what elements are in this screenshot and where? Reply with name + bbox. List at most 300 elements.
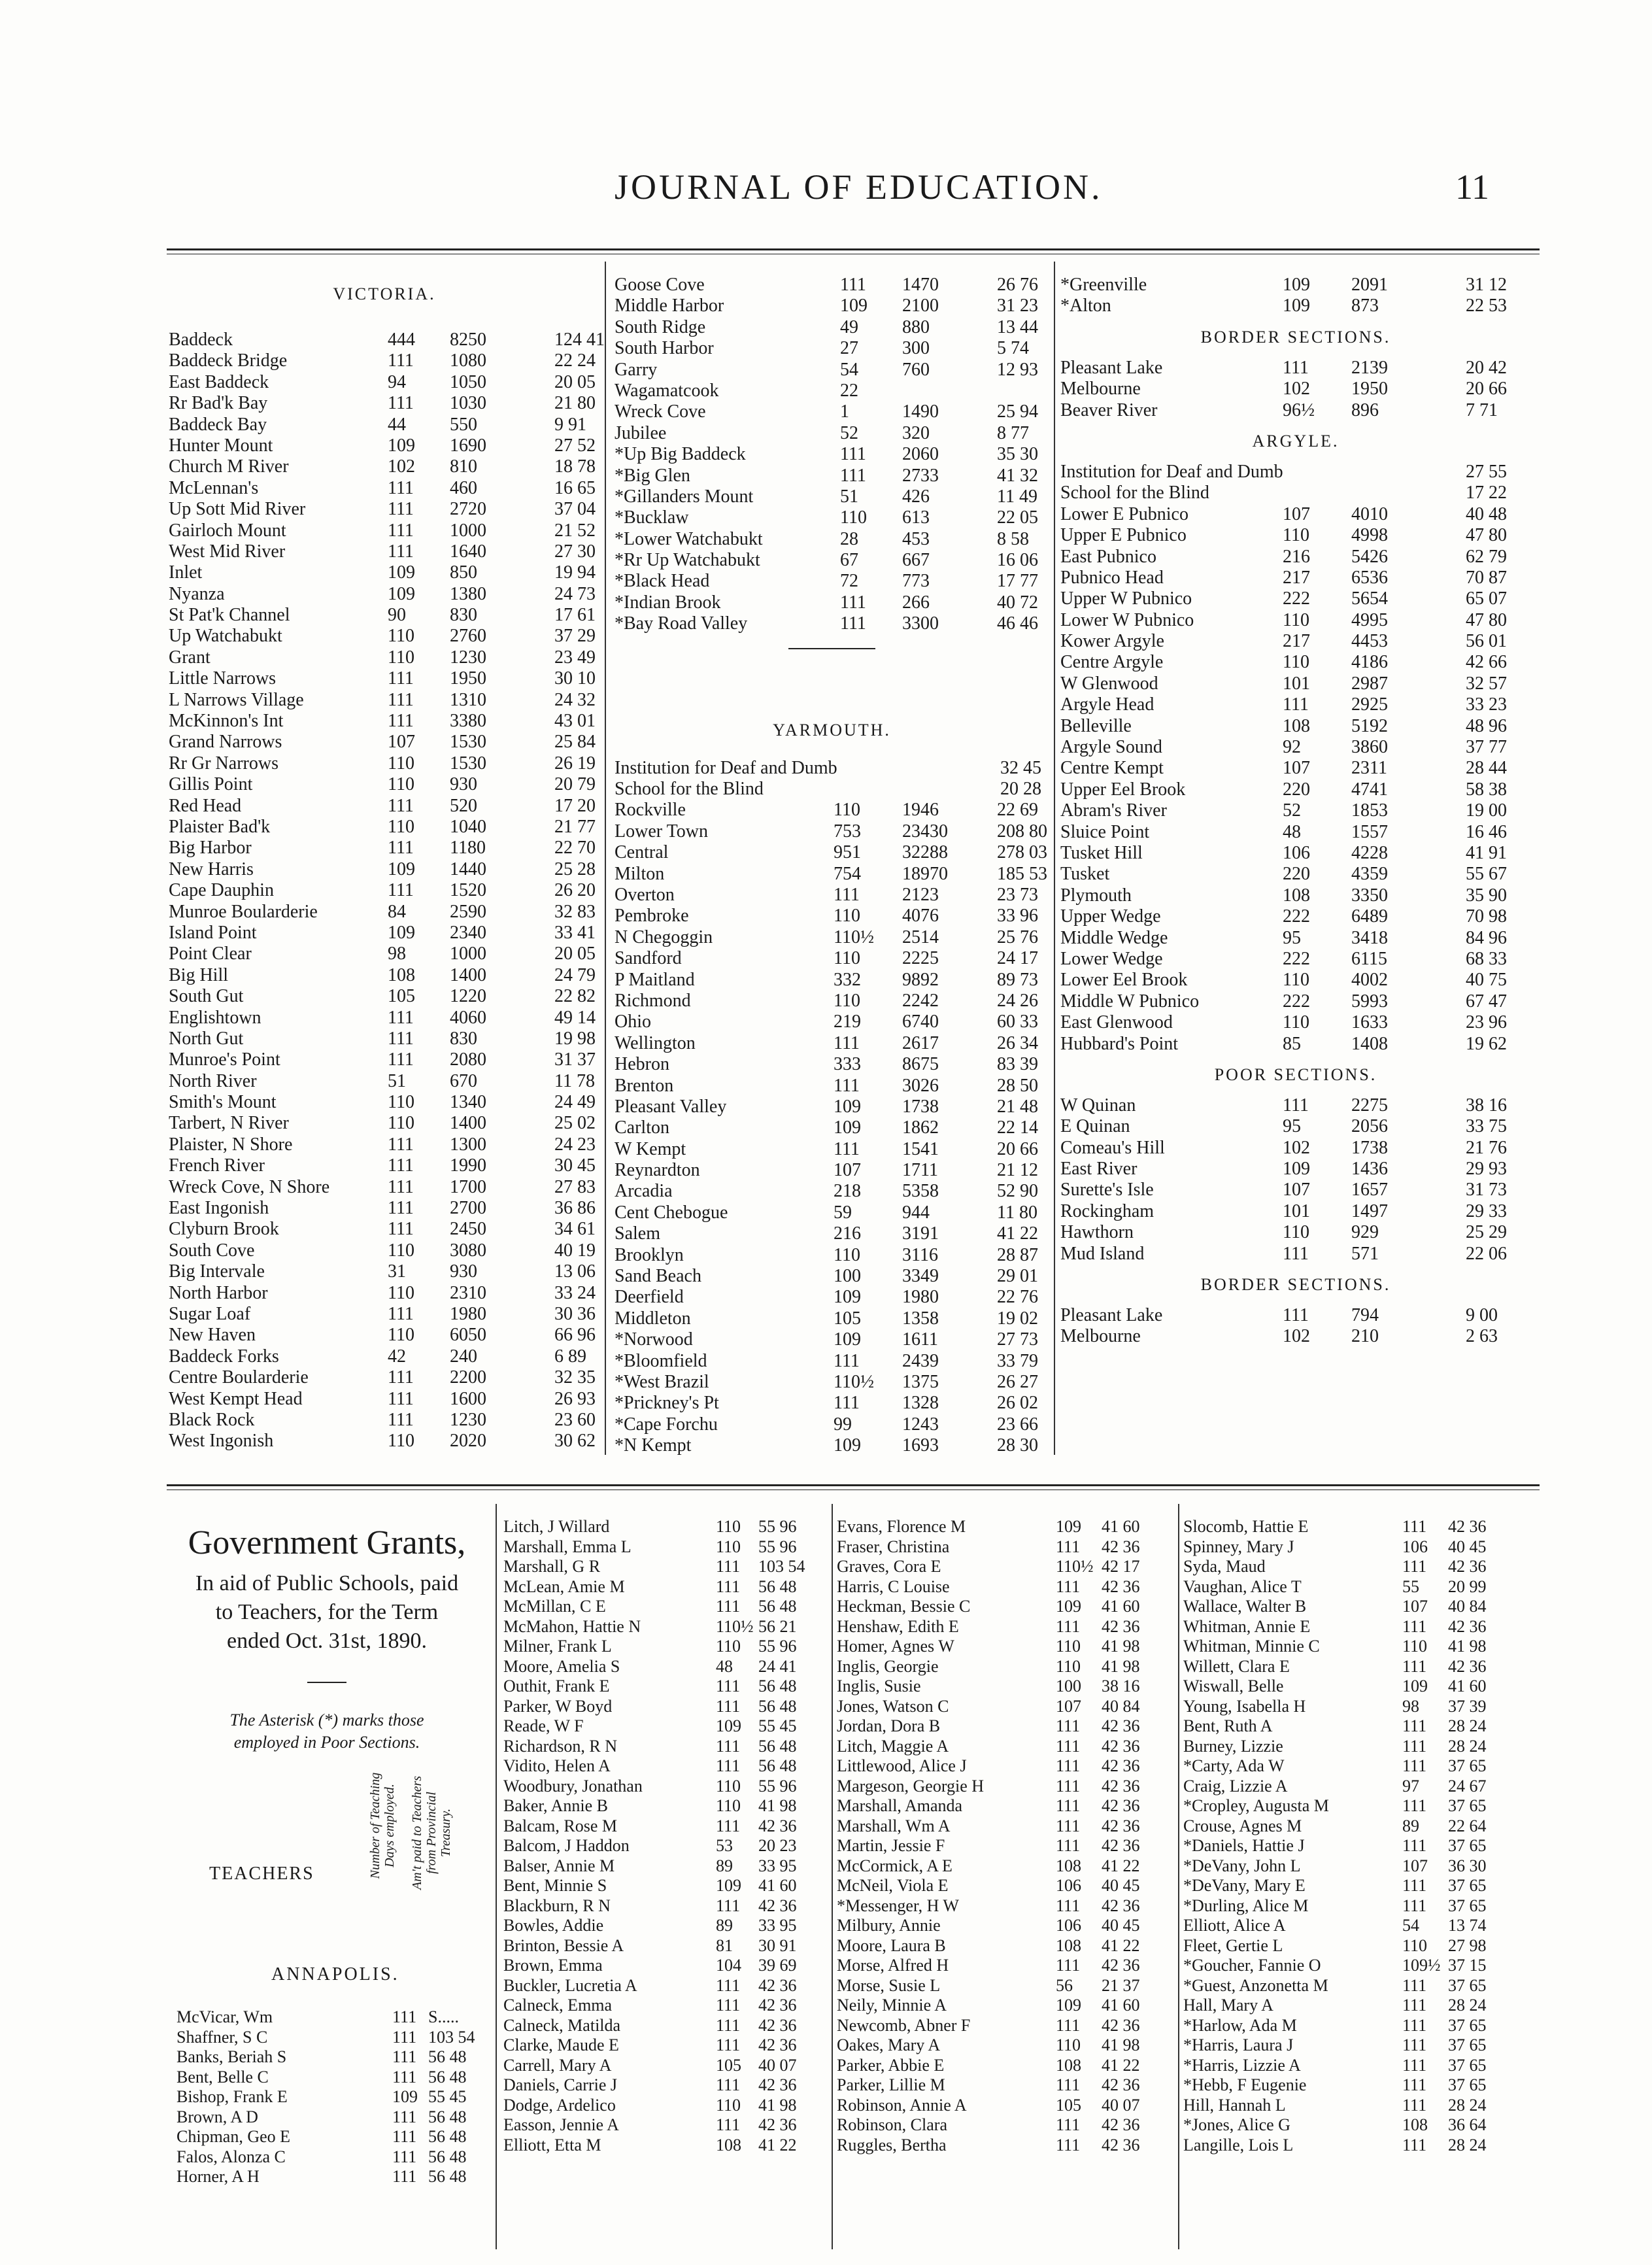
row-section-name: Argyle Head: [1060, 694, 1155, 715]
row-amount: 37 65: [1448, 2075, 1487, 2094]
row-amount: 42 36: [758, 2115, 797, 2134]
row-value: 4998: [1351, 525, 1388, 546]
row-section-name: Melbourne: [1060, 379, 1141, 400]
table-row: [503, 2056, 830, 2076]
row-section-name: Reynardton: [615, 1160, 700, 1181]
row-amount: 33 96: [997, 906, 1038, 927]
row-days: 222: [1283, 991, 1310, 1012]
table-row: [615, 381, 1049, 401]
row-value: 1690: [450, 435, 486, 456]
row-value: 773: [902, 571, 930, 592]
row-section-name: Up Watchabukt: [169, 626, 282, 647]
row-days: 111: [388, 1367, 414, 1388]
row-days: 108: [1283, 885, 1310, 906]
table-row: [615, 1287, 1049, 1308]
row-value: 1980: [450, 1303, 486, 1324]
table-row: [503, 1856, 830, 1877]
table-row: [169, 1304, 600, 1325]
row-value: 4002: [1351, 970, 1388, 991]
row-amount: 31 23: [997, 296, 1038, 316]
row-days: 110: [1056, 2035, 1081, 2054]
row-value: 810: [450, 456, 477, 477]
row-days: 111: [716, 2075, 741, 2094]
table-row: [503, 1796, 830, 1816]
row-teacher-name: Langille, Lois L: [1183, 2135, 1294, 2154]
row-teacher-name: Burney, Lizzie: [1183, 1736, 1283, 1756]
row-amount: 23 96: [1466, 1012, 1507, 1033]
column-divider: [605, 262, 606, 1455]
section-heading-yarmouth: YARMOUTH.: [773, 720, 891, 740]
row-value: 4186: [1351, 652, 1388, 673]
row-section-name: Garry: [615, 359, 658, 380]
row-amount: 36 86: [554, 1198, 596, 1219]
table-row: [503, 1677, 830, 1697]
table-row: [503, 1617, 830, 1637]
row-section-name: East Baddeck: [169, 371, 269, 392]
row-days: 111: [392, 2107, 417, 2126]
row-days: 111: [1056, 1896, 1081, 1915]
table-row: [169, 415, 600, 435]
row-section-name: Institution for Deaf and Dumb: [615, 757, 837, 778]
row-value: 2340: [450, 922, 486, 943]
row-section-name: West Kempt Head: [169, 1388, 303, 1409]
row-amount: 42 36: [758, 1816, 797, 1835]
row-value: 2590: [450, 901, 486, 922]
row-section-name: Englishtown: [169, 1007, 261, 1028]
row-value: 3026: [902, 1075, 939, 1096]
row-days: 111: [388, 1409, 414, 1430]
table-row: [169, 605, 600, 626]
row-section-name: *Gillanders Mount: [615, 486, 754, 507]
row-teacher-name: Newcomb, Abner F: [837, 2015, 971, 2035]
row-days: 110: [388, 1240, 414, 1261]
row-days: 111: [834, 1138, 860, 1159]
row-teacher-name: *DeVany, Mary E: [1183, 1876, 1306, 1895]
row-section-name: South Harbor: [615, 338, 714, 359]
table-row: [1183, 1836, 1536, 1856]
row-section-name: Munroe's Point: [169, 1049, 280, 1070]
row-days: 111: [388, 795, 414, 816]
row-amount: 41 98: [1102, 2035, 1140, 2054]
row-days: 332: [834, 969, 861, 990]
table-row: [837, 1697, 1177, 1717]
table-row: [503, 2075, 830, 2096]
table-row: [169, 1240, 600, 1261]
row-amount: 23 60: [554, 1409, 596, 1430]
row-days: 111: [1402, 1656, 1427, 1676]
row-amount: 30 91: [758, 1935, 797, 1955]
row-section-name: *Greenville: [1060, 275, 1147, 295]
row-value: 2760: [450, 626, 486, 647]
row-amount: 33 95: [758, 1916, 797, 1935]
row-teacher-name: *Cropley, Augusta M: [1183, 1796, 1329, 1815]
table-row: [177, 2047, 490, 2068]
row-value: 1436: [1351, 1159, 1388, 1180]
table-row: [837, 1756, 1177, 1777]
row-amount: 40 75: [1466, 970, 1507, 991]
row-days: 111: [388, 1049, 414, 1070]
row-amount: 22 05: [997, 507, 1038, 528]
table-row: [837, 1677, 1177, 1697]
row-amount: 55 45: [428, 2087, 467, 2106]
table-row: [615, 970, 1049, 991]
row-amount: 20 28: [1000, 779, 1041, 800]
table-row: [169, 902, 600, 923]
row-days: 111: [388, 520, 414, 541]
row-value: 23430: [902, 821, 948, 842]
row-section-name: Argyle Sound: [1060, 737, 1162, 758]
row-amount: 20 66: [1466, 379, 1507, 400]
row-days: 110: [388, 1113, 414, 1134]
row-amount: 56 48: [758, 1576, 797, 1596]
row-amount: 41 60: [1102, 1517, 1140, 1536]
table-row: [615, 1160, 1049, 1181]
row-amount: S.....: [428, 2007, 459, 2026]
table-row: [615, 486, 1049, 507]
row-teacher-name: McCormick, A E: [837, 1856, 952, 1875]
row-amount: 7 71: [1466, 400, 1498, 420]
row-days: 111: [716, 1736, 741, 1756]
row-amount: 42 36: [758, 2015, 797, 2035]
table-row: [177, 2107, 490, 2128]
row-amount: 37 65: [1448, 2035, 1487, 2054]
table-row: [169, 1071, 600, 1092]
row-value: 6740: [902, 1012, 939, 1032]
table-row: [615, 1033, 1049, 1054]
row-amount: 38 16: [1102, 1677, 1140, 1695]
row-days: 110: [716, 1537, 741, 1556]
row-amount: 20 42: [1466, 357, 1507, 378]
row-amount: 24 73: [554, 583, 596, 604]
row-amount: 42 36: [1102, 1716, 1140, 1735]
row-days: 111: [716, 1576, 741, 1596]
row-days: 100: [1056, 1677, 1081, 1695]
row-teacher-name: Harris, C Louise: [837, 1576, 950, 1596]
row-teacher-name: Fraser, Christina: [837, 1537, 950, 1556]
row-amount: 16 06: [997, 550, 1038, 571]
row-days: 110: [1283, 609, 1309, 630]
row-value: 2060: [902, 444, 939, 465]
row-teacher-name: Calneck, Emma: [503, 1996, 613, 2015]
row-value: 613: [902, 507, 930, 528]
row-days: 111: [716, 1996, 741, 2015]
poor-section-rows: [1060, 1095, 1531, 1265]
row-section-name: Pleasant Valley: [615, 1096, 727, 1117]
column-divider: [496, 1504, 497, 2249]
row-section-name: Wreck Cove: [615, 401, 706, 422]
row-amount: 20 23: [758, 1836, 797, 1855]
row-amount: 19 62: [1466, 1033, 1507, 1054]
row-days: 109½: [1402, 1956, 1441, 1975]
row-value: 1693: [902, 1435, 939, 1456]
table-row: [1183, 2075, 1536, 2096]
table-row: [837, 1577, 1177, 1597]
row-days: 92: [1283, 737, 1301, 758]
table-row: [1183, 1796, 1536, 1816]
row-section-name: French River: [169, 1155, 265, 1176]
table-row: [615, 550, 1049, 571]
row-section-name: *West Brazil: [615, 1371, 709, 1392]
row-days: 111: [388, 1134, 414, 1155]
row-amount: 48 96: [1466, 715, 1507, 736]
row-teacher-name: Heckman, Bessie C: [837, 1597, 971, 1616]
table-row: [615, 1117, 1049, 1138]
row-amount: 33 24: [554, 1282, 596, 1303]
row-value: 426: [902, 486, 930, 507]
row-amount: 52 90: [997, 1181, 1038, 1202]
table-row: [169, 456, 600, 477]
table-row: [1060, 504, 1531, 525]
row-section-name: Plaister, N Shore: [169, 1134, 293, 1155]
table-row: [1060, 1034, 1531, 1055]
row-amount: 65 07: [1466, 588, 1507, 609]
row-days: 110: [1283, 525, 1309, 546]
row-section-name: Salem: [615, 1223, 660, 1244]
row-amount: 13 06: [554, 1261, 596, 1282]
row-value: 1400: [450, 964, 486, 985]
row-days: 217: [1283, 567, 1310, 588]
table-row: [169, 562, 600, 583]
annapolis-rows-column: [177, 2007, 490, 2187]
row-amount: 41 98: [1102, 1656, 1140, 1676]
row-section-name: Big Hill: [169, 964, 229, 985]
row-days: 53: [716, 1836, 733, 1855]
row-section-name: Little Narrows: [169, 668, 277, 689]
row-days: 111: [392, 2167, 417, 2186]
table-row: [503, 1737, 830, 1757]
row-teacher-name: Baker, Annie B: [503, 1796, 608, 1815]
row-days: 111: [840, 275, 866, 295]
row-teacher-name: Litch, Maggie A: [837, 1736, 949, 1756]
row-value: 550: [450, 414, 477, 435]
row-amount: 55 96: [758, 1517, 797, 1536]
row-amount: 56 48: [428, 2107, 467, 2126]
row-teacher-name: Spinney, Mary J: [1183, 1537, 1294, 1556]
table-row: [1183, 1896, 1536, 1916]
row-amount: 40 84: [1448, 1597, 1487, 1616]
row-days: 109: [834, 1287, 861, 1308]
row-amount: 42 36: [1448, 1616, 1487, 1636]
row-days: 106: [1402, 1537, 1428, 1556]
table-row: [1060, 1244, 1531, 1265]
row-value: 1040: [450, 816, 486, 837]
row-teacher-name: Crouse, Agnes M: [1183, 1816, 1302, 1835]
row-amount: 21 12: [997, 1160, 1038, 1181]
row-value: 944: [902, 1202, 930, 1223]
row-section-name: N Chegoggin: [615, 927, 713, 947]
row-days: 110: [834, 948, 860, 969]
row-amount: 42 36: [1102, 1616, 1140, 1636]
table-row: [169, 1261, 600, 1282]
table-row: [169, 499, 600, 520]
section-rule: [167, 1484, 1540, 1486]
row-section-name: South Gut: [169, 986, 244, 1007]
table-row: [169, 1029, 600, 1049]
row-days: 111: [1056, 1956, 1081, 1975]
row-days: 109: [716, 1876, 741, 1895]
row-days: 109: [1056, 1996, 1081, 2015]
row-amount: 40 45: [1448, 1537, 1487, 1556]
row-teacher-name: Parker, Lillie M: [837, 2075, 945, 2094]
row-value: 3349: [902, 1266, 939, 1287]
row-section-name: P Maitland: [615, 969, 695, 990]
table-row: [169, 753, 600, 774]
row-section-name: Munroe Boularderie: [169, 901, 318, 922]
row-teacher-name: Inglis, Georgie: [837, 1656, 939, 1676]
table-row: [1060, 296, 1531, 316]
row-days: 110: [834, 906, 860, 927]
row-value: 670: [450, 1070, 477, 1091]
row-amount: 55 96: [758, 1537, 797, 1556]
row-days: 110: [388, 753, 414, 774]
row-amount: 13 44: [997, 316, 1038, 337]
row-days: 111: [388, 393, 414, 414]
row-value: 1340: [450, 1092, 486, 1113]
row-teacher-name: Bowles, Addie: [503, 1916, 604, 1935]
row-section-name: L Narrows Village: [169, 689, 304, 710]
row-section-name: Middleton: [615, 1308, 691, 1329]
row-value: 5993: [1351, 991, 1388, 1012]
row-amount: 26 93: [554, 1388, 596, 1409]
row-days: 107: [1056, 1696, 1081, 1716]
row-days: 110: [716, 1637, 741, 1656]
row-value: 4453: [1351, 631, 1388, 652]
row-value: 520: [450, 795, 477, 816]
row-teacher-name: Littlewood, Alice J: [837, 1756, 967, 1775]
table-row: [169, 1283, 600, 1304]
row-section-name: McLennan's: [169, 477, 259, 498]
row-section-name: Wagamatcook: [615, 380, 719, 401]
table-row: [503, 1657, 830, 1677]
row-value: 571: [1351, 1243, 1379, 1264]
row-days: 108: [1056, 2055, 1081, 2075]
row-section-name: Grand Narrows: [169, 732, 282, 753]
table-row: [615, 800, 1049, 821]
row-value: 2020: [450, 1431, 486, 1452]
table-row: [169, 393, 600, 414]
row-teacher-name: *Harris, Laura J: [1183, 2035, 1294, 2054]
row-section-name: Plaister Bad'k: [169, 816, 271, 837]
table-row: [503, 1517, 830, 1537]
row-days: 110: [388, 626, 414, 647]
row-amount: 32 83: [554, 901, 596, 922]
row-amount: 24 26: [997, 990, 1038, 1011]
row-section-name: Tusket: [1060, 864, 1110, 885]
table-row: [1060, 800, 1531, 821]
table-row: [1060, 970, 1531, 991]
row-value: 3191: [902, 1223, 939, 1244]
row-section-name: North Gut: [169, 1028, 244, 1049]
teachers-column-c: [837, 1517, 1177, 2155]
row-days: 110: [388, 1282, 414, 1303]
row-days: 111: [834, 1350, 860, 1371]
row-section-name: Goose Cove: [615, 275, 705, 295]
row-days: 111: [388, 477, 414, 498]
row-days: 109: [1283, 1159, 1310, 1180]
row-days: 1: [840, 401, 849, 422]
row-value: 2242: [902, 990, 939, 1011]
row-amount: 22 24: [554, 350, 596, 371]
table-row: [615, 423, 1049, 444]
row-amount: 9 91: [554, 414, 586, 435]
row-amount: 41 60: [758, 1876, 797, 1895]
row-teacher-name: Moore, Amelia S: [503, 1656, 620, 1676]
row-section-name: *Big Glen: [615, 465, 690, 486]
row-value: 2225: [902, 948, 939, 969]
row-value: 4741: [1351, 779, 1388, 800]
row-amount: 22 70: [554, 838, 596, 859]
row-section-name: Sugar Loaf: [169, 1303, 251, 1324]
row-amount: 37 65: [1448, 1876, 1487, 1895]
row-amount: 40 45: [1102, 1916, 1140, 1935]
table-row: [1060, 1305, 1531, 1326]
row-days: 111: [388, 711, 414, 732]
row-teacher-name: Outhit, Frank E: [503, 1677, 610, 1695]
row-days: 109: [834, 1329, 861, 1350]
row-teacher-name: Evans, Florence M: [837, 1517, 966, 1536]
table-row: [1060, 906, 1531, 927]
table-row: [169, 1367, 600, 1388]
row-amount: 40 84: [1102, 1696, 1140, 1716]
row-teacher-name: Marshall, G R: [503, 1557, 601, 1576]
row-value: 453: [902, 528, 930, 549]
grants-subtitle-line: In aid of Public Schools, paid: [195, 1571, 459, 1595]
row-amount: 37 65: [1448, 1896, 1487, 1915]
table-row: [1060, 652, 1531, 673]
row-days: 52: [1283, 800, 1301, 821]
table-row: [503, 1716, 830, 1737]
table-row: [1183, 1956, 1536, 1976]
row-section-name: East Glenwood: [1060, 1012, 1173, 1033]
row-days: 111: [1402, 2035, 1427, 2054]
row-amount: 18 78: [554, 456, 596, 477]
row-teacher-name: *Durling, Alice M: [1183, 1896, 1309, 1915]
table-row: [1060, 1095, 1531, 1116]
row-days: 111: [388, 1303, 414, 1324]
table-row: [615, 1097, 1049, 1117]
table-row: [1060, 758, 1531, 779]
table-row: [169, 1177, 600, 1198]
row-value: 240: [450, 1346, 477, 1367]
row-days: 105: [834, 1308, 861, 1329]
row-days: 107: [834, 1160, 861, 1181]
table-row: [837, 1597, 1177, 1617]
row-amount: 41 98: [1448, 1637, 1487, 1656]
table-row: [837, 1557, 1177, 1577]
row-teacher-name: Martin, Jessie F: [837, 1836, 945, 1855]
right-column: [1060, 275, 1531, 1348]
row-days: 109: [392, 2087, 418, 2106]
row-section-name: Big Intervale: [169, 1261, 265, 1282]
border-section-2-rows: [1060, 1305, 1531, 1348]
row-amount: 30 45: [554, 1155, 596, 1176]
row-amount: 24 32: [554, 689, 596, 710]
row-amount: 278 03: [997, 842, 1047, 863]
table-row: [837, 1617, 1177, 1637]
row-amount: 56 48: [758, 1677, 797, 1695]
table-row: [1060, 525, 1531, 546]
row-days: 84: [388, 901, 406, 922]
table-row: [169, 986, 600, 1007]
row-section-name: McKinnon's Int: [169, 711, 284, 732]
row-days: 111: [834, 1032, 860, 1053]
row-value: 8250: [450, 330, 486, 350]
table-row: [1060, 716, 1531, 737]
row-teacher-name: Milner, Frank L: [503, 1637, 612, 1656]
row-days: 753: [834, 821, 861, 842]
row-amount: 2 63: [1466, 1326, 1498, 1347]
table-row: [169, 711, 600, 732]
